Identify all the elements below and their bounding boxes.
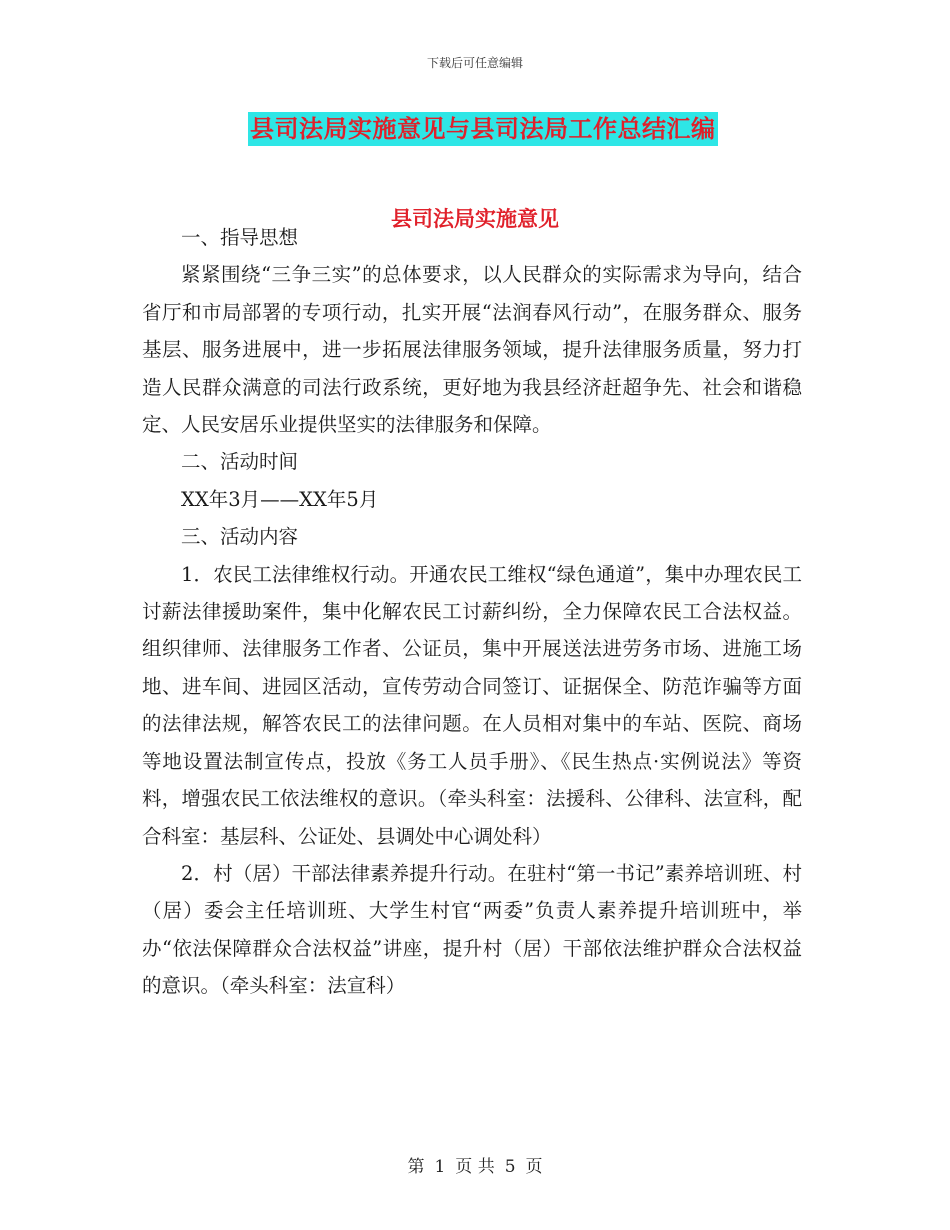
heading-activity-content: 三、活动内容 [181, 525, 299, 549]
footer-total-pages: 5 [504, 1157, 516, 1177]
heading-activity-time: 二、活动时间 [181, 450, 299, 474]
paragraph-item-2: 2．村（居）干部法律素养提升行动。在驻村“第一书记”素养培训班、村（居）委会主任培训班、大学生村官“两委”负责人素养提升培训班中，举办“依法保障群众合法权益”讲座，提升村（居）干部依法维护群众合法权益的意识。（牵头科室：法宣科） [142, 861, 802, 998]
paragraph-activity-time: XX年3月——XX年5月 [181, 487, 379, 511]
footer-mid: 页 共 [455, 1157, 495, 1177]
footer-page-number: 1 [434, 1157, 446, 1177]
footer-prefix: 第 [407, 1157, 425, 1177]
heading-guiding-thought: 一、指导思想 [181, 226, 299, 249]
document-main-title: 县司法局实施意见与县司法局工作总结汇编 [248, 112, 718, 146]
section-title: 县司法局实施意见 [391, 206, 559, 231]
page-footer [0, 1152, 950, 1177]
document-body [142, 219, 802, 1005]
paragraph-guiding-thought: 紧紧围绕“三争三实”的总体要求，以人民群众的实际需求为导向，结合省厅和市局部署的专项行动，扎实开展“法润春风行动”，在服务群众、服务基层、服务进展中，进一步拓展法律服务领域，提升法律服务质量，努力打造人民群众满意的司法行政系统，更好地为我县经济赶超争先、社会和谐稳定、人民安居乐业提供坚实的法律服务和保障。 [142, 263, 802, 437]
header-note: 下载后可任意编辑 [426, 56, 523, 70]
footer-suffix: 页 [525, 1157, 543, 1177]
paragraph-item-1: 1．农民工法律维权行动。开通农民工维权“绿色通道”，集中办理农民工讨薪法律援助案件，集中化解农民工讨薪纠纷，全力保障农民工合法权益。组织律师、法律服务工作者、公证员，集中开展送法进劳务市场、进施工场地、进车间、进园区活动，宣传劳动合同签订、证据保全、防范诈骗等方面的法律法规，解答农民工的法律问题。在人员相对集中的车站、医院、商场等地设置法制宣传点，投放《务工人员手册》、《民生热点·实例说法》等资料，增强农民工依法维权的意识。（牵头科室：法援科、公律科、法宣科，配合科室：基层科、公证处、县调处中心调处科） [142, 562, 802, 848]
